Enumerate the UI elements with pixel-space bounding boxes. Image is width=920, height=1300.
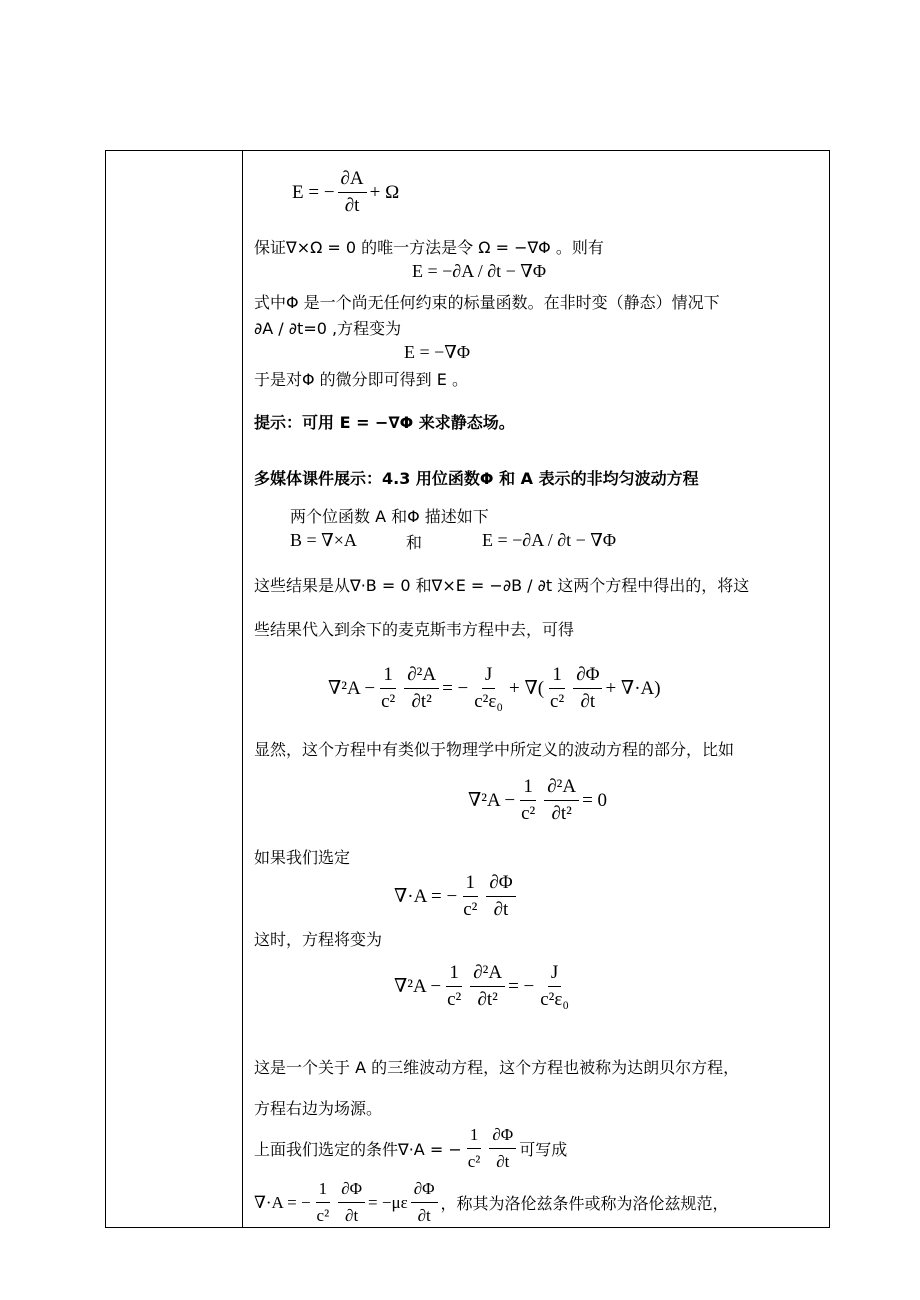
text-line-2: 式中Φ 是一个尚无任何约束的标量函数。在非时变（静态）情况下 xyxy=(254,293,720,312)
tip-text: 提示：可用 E = −∇Φ 来求静态场。 xyxy=(254,413,515,432)
text-line-3: ∂A / ∂t=0 ,方程变为 xyxy=(254,319,402,338)
equation-lorenz: ∇·A = − $\frac{1}{\text{c²}}$ $\frac{\partial\Phi}{\partial t}$ = −με $\frac{\partial\Phi}{\partial t}$ ，称其为洛伦兹条件或称为洛伦兹规范， xyxy=(254,1179,729,1225)
equation-b-field: B = ∇×A xyxy=(290,530,357,550)
text-line-5: 两个位函数 A 和Φ 描述如下 xyxy=(290,507,489,526)
text-and: 和 xyxy=(406,533,423,552)
column-divider xyxy=(242,151,243,1227)
text-line-8: 显然，这个方程中有类似于物理学中所定义的波动方程的部分，比如 xyxy=(254,740,735,759)
equation-dalembert: ∇²A − $\frac{1}{\text{c²}}$ $\frac{\text{∂²A}}{\text{∂t²}}$ = − $\frac{J}{\text{c²ε₀}}$ xyxy=(394,962,569,1010)
text-line-13: 上面我们选定的条件∇·A = − $\frac{1}{\text{c²}}$ $\frac{\partial\Phi}{\partial t}$ 可写成 xyxy=(254,1125,568,1171)
equation-e-static: E = −∇Φ xyxy=(404,342,471,362)
equation-gauge: ∇·A = − $\frac{1}{\text{c²}}$ $\frac{\partial\Phi}{\partial t}$ xyxy=(394,872,519,921)
text-line-1: 保证∇×Ω = 0 的唯一方法是令 Ω = −∇Φ 。则有 xyxy=(254,238,604,257)
eq1-lhs: E = − xyxy=(292,181,335,203)
text-line-11: 这是一个关于 A 的三维波动方程，这个方程也被称为达朗贝尔方程， xyxy=(254,1058,740,1077)
text-line-6: 这些结果是从∇·B = 0 和∇×E = −∂B / ∂t 这两个方程中得出的，将这 xyxy=(254,576,750,595)
text-line-4: 于是对Φ 的微分即可得到 E 。 xyxy=(254,370,468,389)
eq1-rhs: + Ω xyxy=(369,181,400,203)
text-line-10: 这时，方程将变为 xyxy=(254,930,383,949)
equation-e-general: E = −∂A / ∂t − ∇Φ xyxy=(412,261,546,281)
equation-wave-homogeneous: ∇²A − $\frac{1}{\text{c²}}$ $\frac{\text{∂²A}}{\text{∂t²}}$ = 0 xyxy=(468,776,608,824)
text-line-7: 些结果代入到余下的麦克斯韦方程中去，可得 xyxy=(254,620,575,639)
equation-e-field xyxy=(292,168,399,217)
equation-e-potentials: E = −∂A / ∂t − ∇Φ xyxy=(482,530,616,550)
section-heading: 多媒体课件展示：4.3 用位函数Φ 和 A 表示的非均匀波动方程 xyxy=(254,469,699,488)
text-line-9: 如果我们选定 xyxy=(254,848,351,867)
eq1-fraction: $\frac{\partial A}{\partial t}$ xyxy=(338,168,367,217)
equation-wave-full: ∇²A − $\frac{1}{\text{c²}}$ $\frac{\text{∂²A}}{\text{∂t²}}$ = − $\frac{J}{\text{c²ε₀}}$ + ∇( $\frac{1}{\text{c²}}$ $\frac{\partial\Phi}{\partial t}$ + ∇·A) xyxy=(328,664,661,712)
text-line-12: 方程右边为场源。 xyxy=(254,1099,383,1118)
